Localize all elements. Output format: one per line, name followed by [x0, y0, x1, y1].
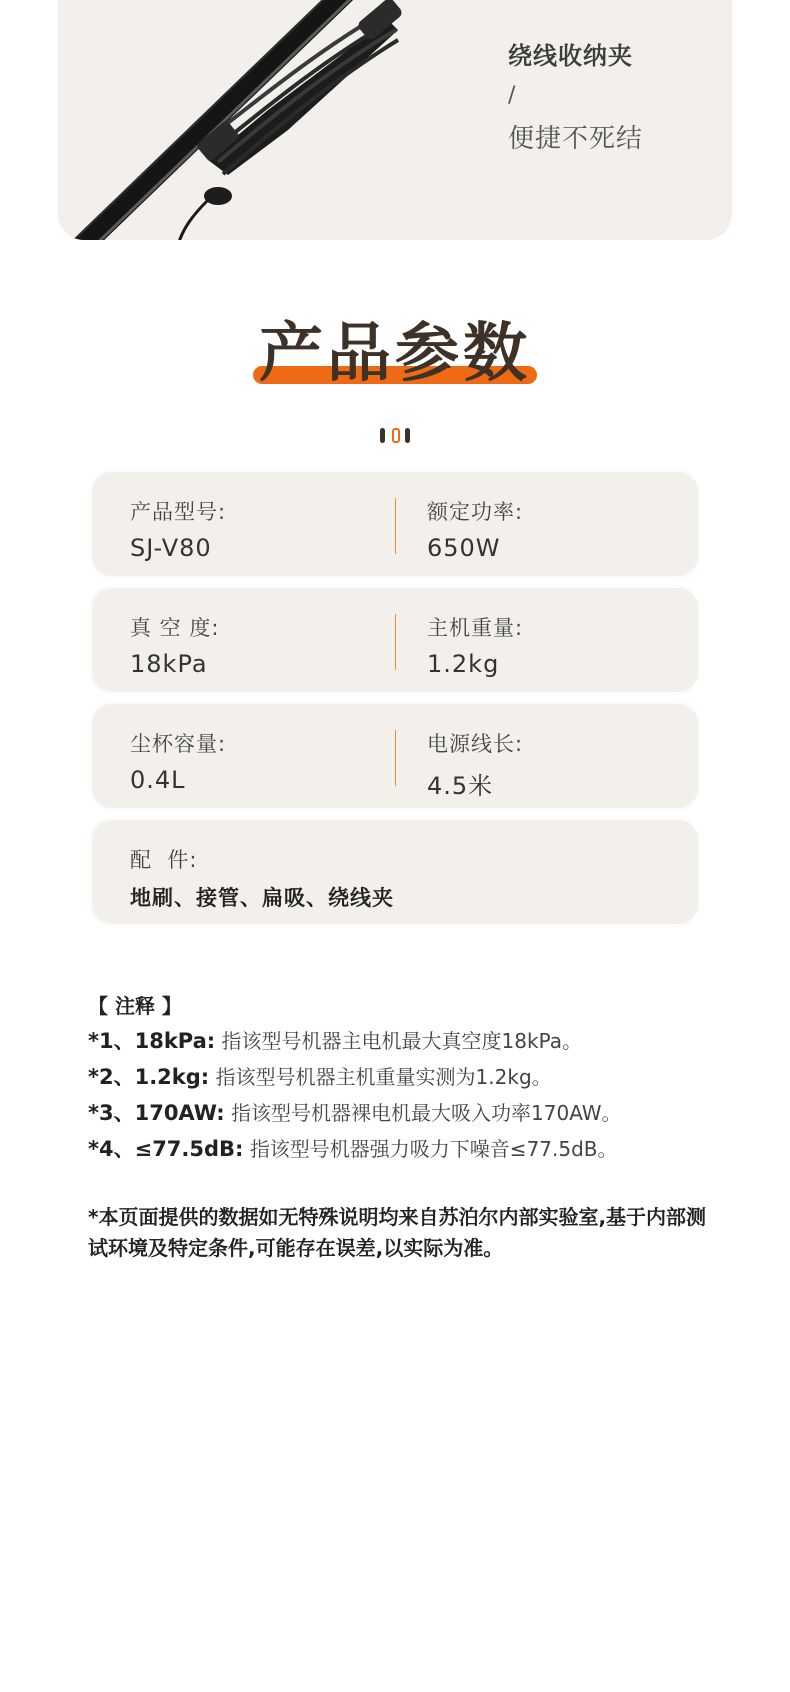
spec-label: 主机重量:	[427, 616, 524, 640]
spec-card-vacuum-weight	[92, 588, 698, 692]
hero-title: 绕线收纳夹	[508, 42, 633, 70]
spec-value: 4.5米	[427, 772, 494, 800]
spec-value: 地刷、接管、扁吸、绕线夹	[130, 886, 394, 910]
divider	[395, 498, 396, 554]
spec-power	[427, 496, 523, 562]
note-key: *1、18kPa:	[88, 1029, 216, 1053]
dot-dark-right	[405, 428, 410, 443]
spec-value: 650W	[427, 534, 501, 562]
disclaimer: *本页面提供的数据如无特殊说明均来自苏泊尔内部实验室,基于内部测试环境及特定条件,可能存在误差,以实际为准。	[88, 1205, 707, 1260]
spec-value: 0.4L	[130, 766, 186, 794]
note-key: *4、≤77.5dB:	[88, 1137, 244, 1161]
spec-dust-cup	[130, 728, 226, 794]
spec-label: 额定功率:	[427, 500, 524, 524]
hero-separator: /	[508, 83, 516, 108]
note-item	[88, 1097, 728, 1127]
spec-label: 产品型号:	[130, 500, 227, 524]
spec-weight	[427, 612, 523, 678]
hero-banner	[58, 0, 732, 240]
spec-label: 尘杯容量:	[130, 732, 227, 756]
note-text: 指该型号机器强力吸力下噪音≤77.5dB。	[249, 1137, 618, 1161]
notes-section	[88, 990, 728, 1169]
spec-cord-length	[427, 728, 523, 801]
spec-vacuum	[130, 612, 219, 678]
spec-model	[130, 496, 226, 562]
note-item	[88, 1133, 728, 1163]
spec-value: 1.2kg	[427, 650, 500, 678]
note-text: 指该型号机器裸电机最大吸入功率170AW。	[231, 1101, 622, 1125]
section-title: 产品参数	[259, 317, 531, 391]
note-item	[88, 1061, 728, 1091]
spec-value: 18kPa	[130, 650, 208, 678]
note-item	[88, 1025, 728, 1055]
dot-orange	[392, 428, 400, 443]
spec-label: 真 空 度:	[130, 616, 220, 640]
section-header	[0, 318, 790, 390]
spec-label: 配 件:	[130, 848, 198, 872]
divider	[395, 614, 396, 670]
decorative-dots	[380, 428, 412, 444]
spec-label: 电源线长:	[427, 732, 524, 756]
note-text: 指该型号机器主电机最大真空度18kPa。	[221, 1029, 582, 1053]
notes-title: 【 注释 】	[88, 994, 182, 1018]
spec-accessories	[130, 844, 394, 912]
spec-value: SJ-V80	[130, 534, 212, 562]
spec-card-dustcup-cord	[92, 704, 698, 808]
divider	[395, 730, 396, 786]
spec-card-model-power	[92, 472, 698, 576]
note-key: *2、1.2kg:	[88, 1065, 210, 1089]
note-text: 指该型号机器主机重量实测为1.2kg。	[215, 1065, 552, 1089]
hero-subtitle: 便捷不死结	[508, 124, 644, 154]
spec-card-accessories	[92, 820, 698, 924]
note-key: *3、170AW:	[88, 1101, 225, 1125]
dot-dark-left	[380, 428, 385, 443]
